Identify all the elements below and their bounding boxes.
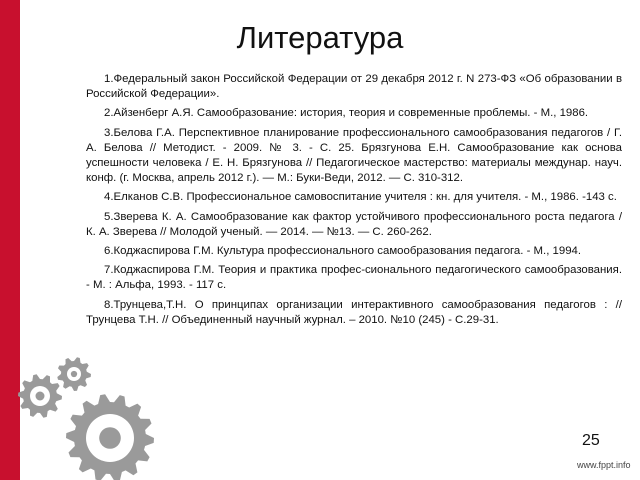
reference-item: 4.Елканов С.В. Профессиональное самовоспитание учителя : кн. для учителя. - М., 1986. -143 с. [104,191,617,204]
reference-item: 2.Айзенберг А.Я. Самообразование: история, теория и современные проблемы. - М., 1986. [104,107,589,120]
references-list [86,72,622,332]
gears-decoration [14,354,154,480]
small-gear-icon [18,374,62,417]
reference-item: 8.Трунцева,Т.Н. О принципах организации интерактивного самообразования педагогов : //Трунцева Т.Н. // Объединенный научный журнал. – 2010. №10 (245) - С.29-31. [86,298,622,326]
large-gear-icon [66,394,154,480]
page-number: 25 [582,432,600,449]
watermark: www.fppt.info [577,460,631,470]
reference-item: 7.Коджаспирова Г.М. Теория и практика профес-сионального педагогического самообразования. - М. : Альфа, 1993. - 117 с. [86,264,622,292]
medium-gear-icon [57,357,91,391]
reference-item: 3.Белова Г.А. Перспективное планирование профессионального самообразования педагогов / Г. А. Белова // Методист. - 2009. № 3. - С. 25. Брязгунова Е.Н. Самообразование как основа успешности человека / Е. Н. Брязгунова // Педагогическое мастерство: материалы междунар. науч. конф. (г. Москва, апрель 2012 г.). — М.: Буки-Веди, 2012. — С. 310-312. [86,126,622,185]
slide-title: Литература [236,20,404,55]
reference-item: 1.Федеральный закон Российской Федерации от 29 декабря 2012 г. N 273-ФЗ «Об образовании в Российской Федерации». [86,73,622,101]
reference-item: 6.Коджаспирова Г.М. Культура профессионального самообразования педагога. - М., 1994. [104,245,582,258]
reference-item: 5.Зверева К. А. Самообразование как фактор устойчивого профессионального роста педагога / К. А. Зверева // Молодой ученый. — 2014. — №13. — С. 260-262. [86,210,622,238]
